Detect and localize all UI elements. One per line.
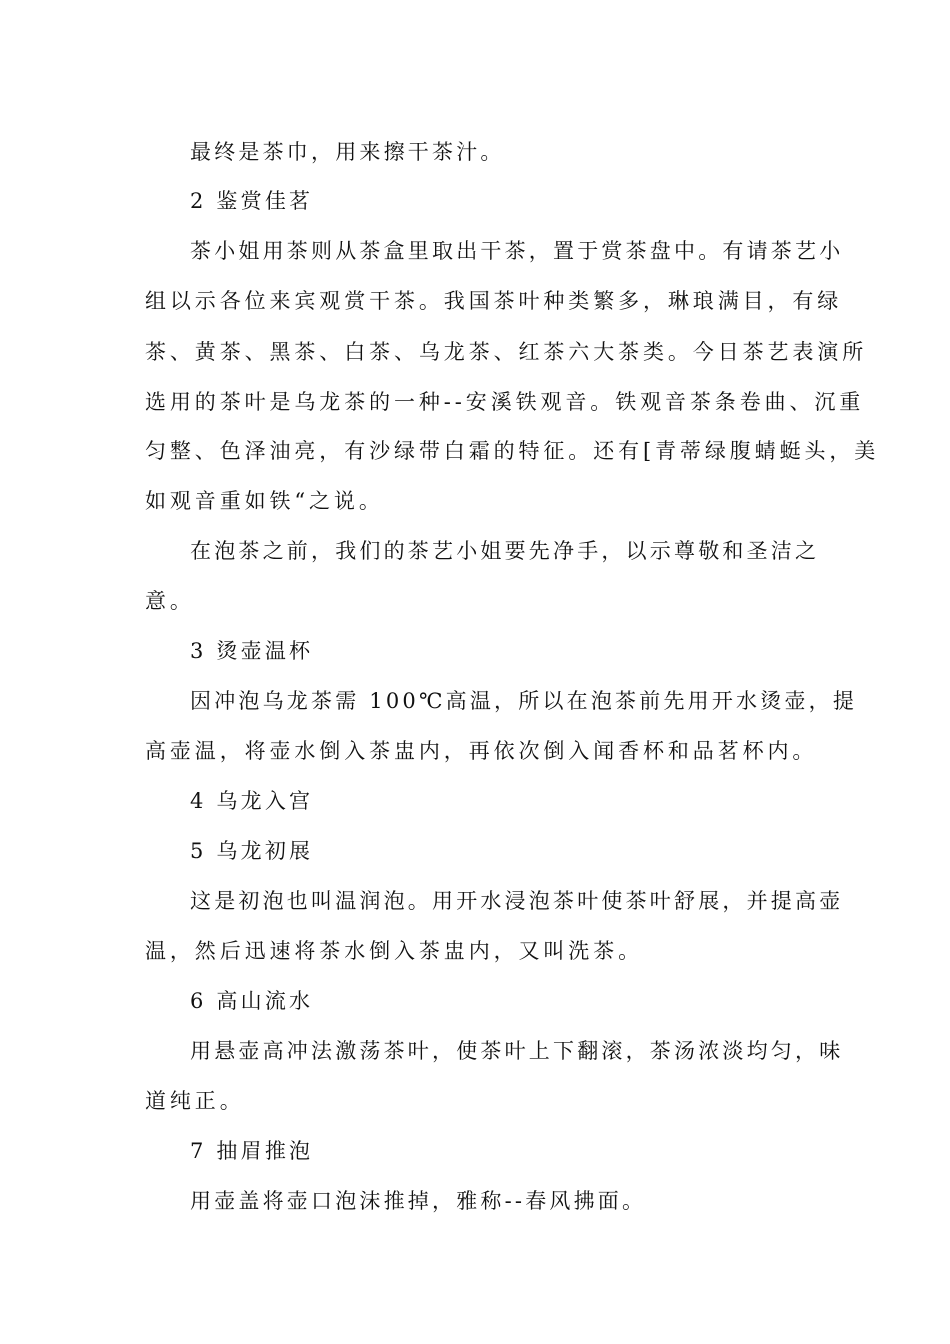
paragraph-line: 温，然后迅速将茶水倒入茶盅内，又叫洗茶。: [145, 939, 643, 963]
paragraph-line: 用悬壶高冲法激荡茶叶，使茶叶上下翻滚，茶汤浓淡均匀，味: [190, 1039, 844, 1063]
paragraph-line: 高壶温，将壶水倒入茶盅内，再依次倒入闻香杯和品茗杯内。: [145, 739, 818, 763]
paragraph-line: 匀整、色泽油亮，有沙绿带白霜的特征。还有[青蒂绿腹蜻蜓头，美: [145, 439, 880, 463]
paragraph-line: 这是初泡也叫温润泡。用开水浸泡茶叶使茶叶舒展，并提高壶: [190, 889, 844, 913]
paragraph-line: 如观音重如铁“之说。: [145, 489, 384, 513]
paragraph-line: 用壶盖将壶口泡沫推掉，雅称--春风拂面。: [190, 1189, 647, 1213]
paragraph-line: 道纯正。: [145, 1089, 245, 1113]
paragraph-line: 意。: [145, 589, 195, 613]
paragraph-line: 组以示各位来宾观赏干茶。我国茶叶种类繁多，琳琅满目，有绿: [145, 289, 843, 313]
section-heading: 5 乌龙初展: [190, 839, 314, 863]
paragraph-line: 茶小姐用茶则从茶盒里取出干茶，置于赏茶盘中。有请茶艺小: [190, 239, 844, 263]
section-heading: 3 烫壶温杯: [190, 639, 314, 663]
section-heading: 4 乌龙入宫: [190, 789, 314, 813]
paragraph-line: 选用的茶叶是乌龙茶的一种--安溪铁观音。铁观音茶条卷曲、沉重: [145, 390, 865, 414]
paragraph-line: 茶、黄茶、黑茶、白茶、乌龙茶、红茶六大茶类。今日茶艺表演所: [145, 340, 868, 364]
paragraph-line: 在泡茶之前，我们的茶艺小姐要先净手，以示尊敬和圣洁之: [190, 539, 820, 563]
paragraph-line: 最终是茶巾，用来擦干茶汁。: [190, 140, 505, 164]
section-heading: 6 高山流水: [190, 989, 314, 1013]
section-heading: 7 抽眉推泡: [190, 1139, 314, 1163]
section-heading: 2 鉴赏佳茗: [190, 189, 314, 213]
paragraph-line: 因冲泡乌龙茶需 100℃高温，所以在泡茶前先用开水烫壶，提: [190, 689, 858, 713]
